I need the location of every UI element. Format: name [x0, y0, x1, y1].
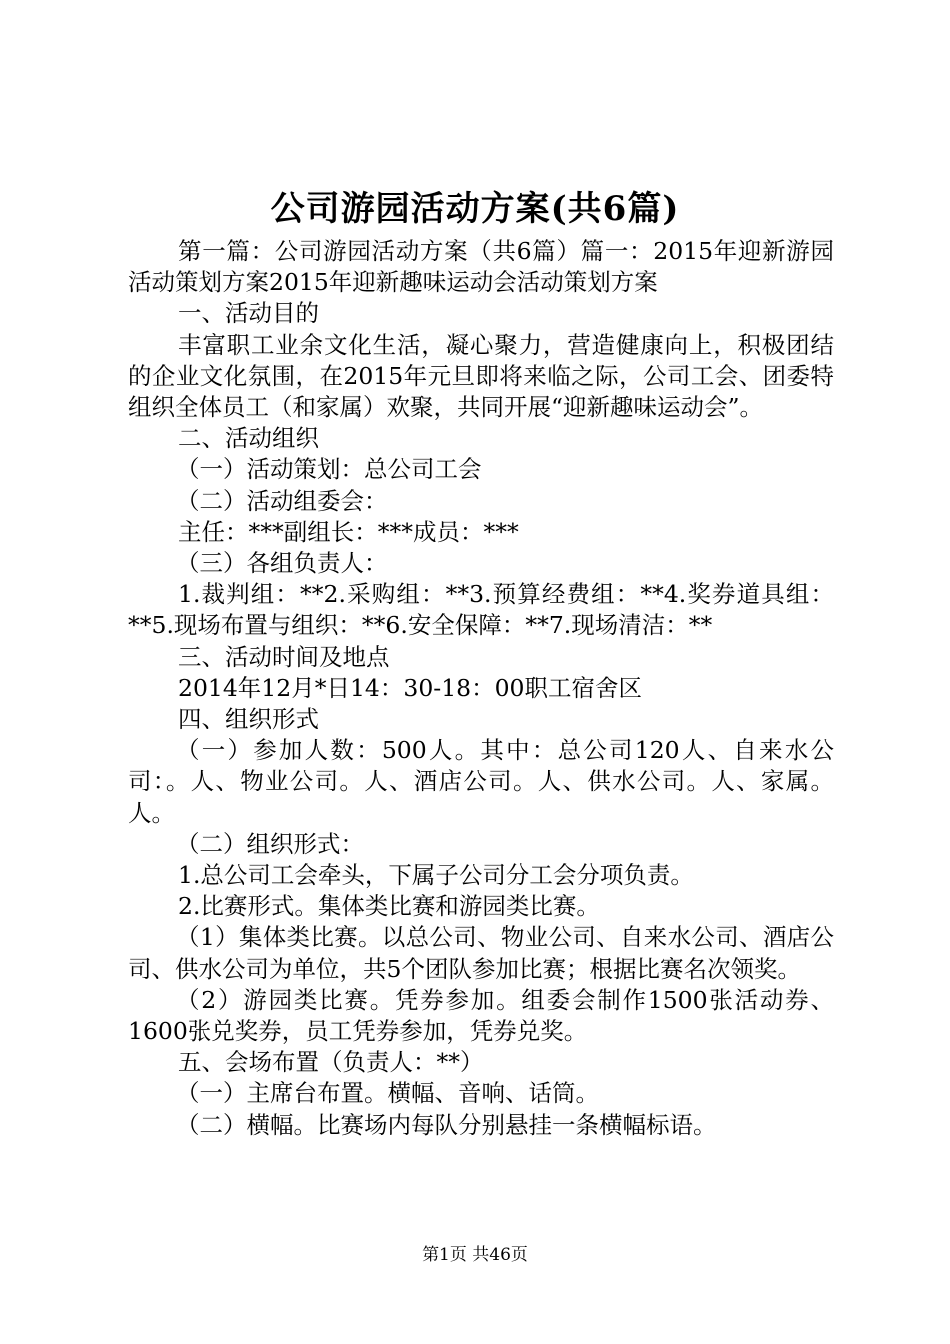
document-title: 公司游园活动方案(共6篇) [270, 189, 680, 229]
page-indicator: 第1页 共46页 [422, 1245, 528, 1265]
paragraph-team-competition: （1）集体类比赛。以总公司、物业公司、自来水公司、酒店公司、供水公司为单位，共5个团队参加比赛；根据比赛名次领奖。 [128, 923, 834, 983]
paragraph-form-competition: 2.比赛形式。集体类比赛和游园类比赛。 [178, 892, 600, 921]
heading-venue-setup: 五、会场布置（负责人：**） [178, 1048, 484, 1077]
paragraph-form-heading: （二）组织形式： [176, 829, 364, 858]
paragraph-group-leads: （三）各组负责人： [176, 549, 388, 578]
paragraph-form-lead: 1.总公司工会牵头，下属子公司分工会分项负责。 [178, 861, 694, 890]
paragraph-group-list: 1.裁判组：**2.采购组：**3.预算经费组：**4.奖券道具组：**5.现场布置与组织：**6.安全保障：**7.现场清洁：** [128, 580, 834, 640]
paragraph-planning: （一）活动策划：总公司工会 [176, 455, 482, 484]
heading-organization-form: 四、组织形式 [178, 705, 319, 734]
heading-time-place: 三、活动时间及地点 [178, 642, 390, 671]
paragraph-time-place: 2014年12月*日14：30-18：00职工宿舍区 [178, 673, 643, 702]
paragraph-activity-purpose: 丰富职工业余文化生活，凝心聚力，营造健康向上，积极团结的企业文化氛围，在2015年元旦即将来临之际，公司工会、团委特组织全体员工（和家属）欢聚，共同开展“迎新趣味运动会”。 [128, 330, 834, 422]
paragraph-committee-members: 主任：***副组长：***成员：*** [178, 517, 519, 546]
paragraph-committee: （二）活动组委会： [176, 486, 388, 515]
paragraph-banners: （二）横幅。比赛场内每队分别悬挂一条横幅标语。 [176, 1110, 717, 1139]
paragraph-participants: （一）参加人数：500人。其中：总公司120人、自来水公司：。人、物业公司。人、酒店公司。人、供水公司。人、家属。人。 [128, 736, 834, 827]
paragraph-stage-setup: （一）主席台布置。横幅、音响、话筒。 [176, 1079, 599, 1108]
paragraph-garden-competition: （2）游园类比赛。凭券参加。组委会制作1500张活动券、1600张兑奖券，员工凭券参加，凭券兑奖。 [128, 985, 834, 1046]
paragraph-intro: 第一篇：公司游园活动方案（共6篇）篇一：2015年迎新游园活动策划方案2015年迎新趣味运动会活动策划方案 [128, 237, 834, 297]
heading-activity-organization: 二、活动组织 [178, 424, 319, 453]
heading-activity-purpose: 一、活动目的 [178, 299, 319, 328]
document-body [128, 236, 834, 1141]
